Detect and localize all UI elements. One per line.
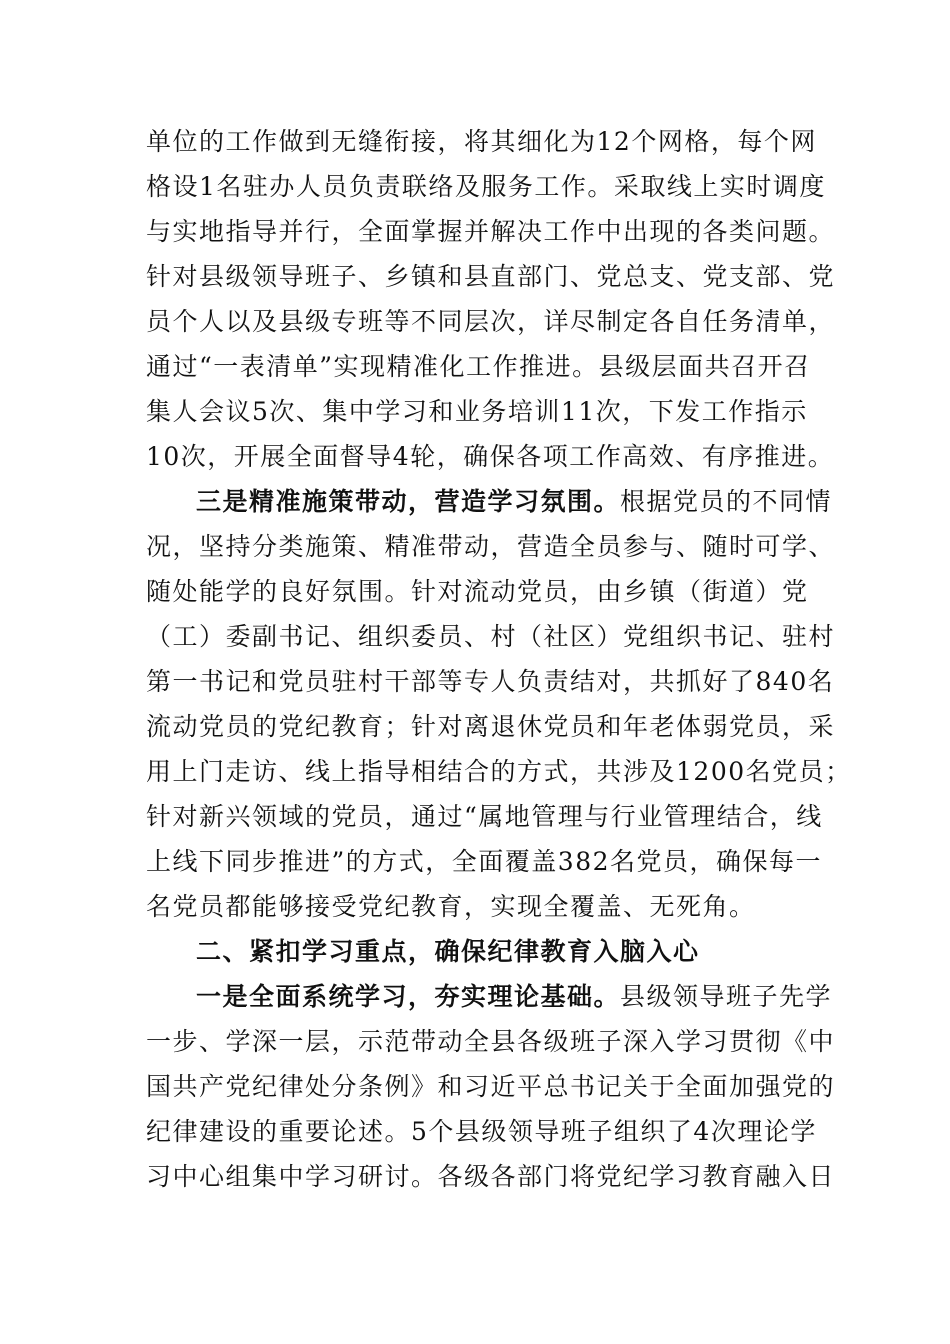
- text-line: 上线下同步推进”的方式，全面覆盖382名党员，确保每一: [146, 847, 823, 876]
- text-line: 流动党员的党纪教育；针对离退休党员和年老体弱党员，采: [146, 712, 836, 741]
- text-line: 一步、学深一层，示范带动全县各级班子深入学习贯彻《中: [146, 1027, 836, 1056]
- text-line: 随处能学的良好氛围。针对流动党员，由乡镇（街道）党: [146, 577, 809, 606]
- text-line: 用上门走访、线上指导相结合的方式，共涉及1200名党员；: [146, 757, 852, 786]
- section-heading: 二、紧扣学习重点，确保纪律教育入脑入心: [196, 937, 700, 966]
- text-line: 第一书记和党员驻村干部等专人负责结对，共抓好了840名: [146, 667, 835, 696]
- text-line: 针对县级领导班子、乡镇和县直部门、党总支、党支部、党: [146, 262, 836, 291]
- text-line: 通过“一表清单”实现精准化工作推进。县级层面共召开召: [146, 352, 811, 381]
- text-line: 国共产党纪律处分条例》和习近平总书记关于全面加强党的: [146, 1072, 836, 1101]
- paragraph-lead: 三是精准施策带动，营造学习氛围。: [196, 487, 621, 516]
- text-line: 10次，开展全面督导4轮，确保各项工作高效、有序推进。: [146, 442, 835, 471]
- paragraph-lead-rest: 根据党员的不同情: [620, 487, 833, 516]
- text-line: 纪律建设的重要论述。5个县级领导班子组织了4次理论学: [146, 1117, 817, 1146]
- text-line: 员个人以及县级专班等不同层次，详尽制定各自任务清单，: [146, 307, 836, 336]
- paragraph-first-line: [196, 977, 833, 1017]
- text-line: 与实地指导并行，全面掌握并解决工作中出现的各类问题。: [146, 217, 836, 246]
- text-line: 格设1名驻办人员负责联络及服务工作。采取线上实时调度: [146, 172, 826, 201]
- paragraph-lead-rest: 县级领导班子先学: [620, 982, 833, 1011]
- text-line: 名党员都能够接受党纪教育，实现全覆盖、无死角。: [146, 892, 756, 921]
- text-line: 单位的工作做到无缝衔接，将其细化为12个网格，每个网: [146, 127, 817, 156]
- paragraph-first-line: [196, 482, 833, 522]
- text-line: 习中心组集中学习研讨。各级各部门将党纪学习教育融入日: [146, 1162, 836, 1191]
- text-line: 针对新兴领域的党员，通过“属地管理与行业管理结合，线: [146, 802, 823, 831]
- text-line: 况，坚持分类施策、精准带动，营造全员参与、随时可学、: [146, 532, 836, 561]
- text-line: 集人会议5次、集中学习和业务培训11次，下发工作指示: [146, 397, 808, 426]
- text-line: （工）委副书记、组织委员、村（社区）党组织书记、驻村: [146, 622, 836, 651]
- paragraph-lead: 一是全面系统学习，夯实理论基础。: [196, 982, 621, 1011]
